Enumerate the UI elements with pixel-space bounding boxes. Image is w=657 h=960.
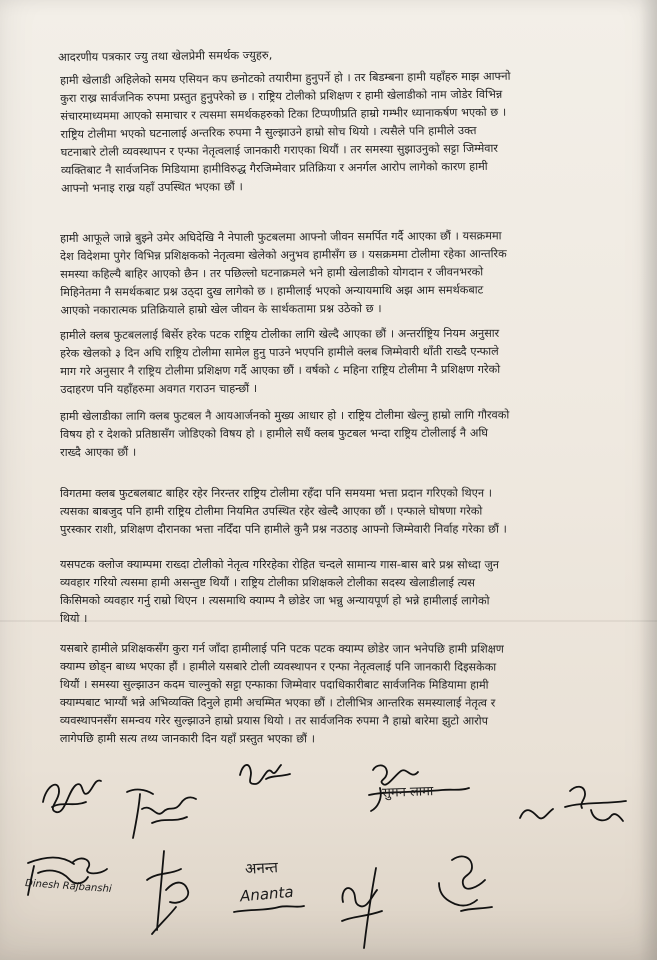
paragraph-line: हामी खेलाडीका लागि क्लब फुटबल नै आयआर्जनको मुख्य आधार हो । राष्ट्रिय टोलीमा खेल्नु हाम्रो लागि गौरवको: [60, 408, 510, 423]
paragraph-line: लागेपछि हामी सत्य तथ्य जानकारी दिन यहाँ प्रस्तुत भएका छौं ।: [59, 731, 315, 746]
paragraph-line: आएको नकारात्मक प्रतिक्रियाले हाम्रो खेल जीवन के सार्थकतामा प्रश्न उठेको छ ।: [60, 302, 382, 317]
signature-9: [329, 851, 397, 957]
paragraph-7: [60, 640, 608, 749]
paragraph-line: हरेक खेलको ३ दिन अघि राष्ट्रिय टोलीमा सामेल हुनु पाउने भएपनि हामीले क्लब जिम्मेवारी थाँती राख्दै एन्फाले: [60, 344, 499, 360]
signature-2: [122, 781, 204, 845]
signature-10: [424, 849, 504, 933]
paragraph-line: व्यक्तिबाट नै सार्वजनिक मिडियामा हामीविरुद्ध गैरजिम्मेवार प्रतिक्रिया र अनर्गल आरोप लागेको कारण हामी: [60, 159, 488, 177]
paragraph-line: हामी आफूले जान्ने बुझ्ने उमेर अघिदेखि नै नेपाली फुटबलमा आफ्नो जीवन समर्पित गर्दै आएका छौं । यसक्रममा: [60, 229, 502, 245]
paragraph-line: यसपटक क्लोज क्याम्पमा राख्दा टोलीको नेतृत्व गरिरहेका रोहित चन्दले सामान्य गास-बास बारे प्रश्न सोध्दा जुन: [59, 558, 500, 572]
paragraph-line: संचारमाध्यममा आएको समाचार र त्यसमा समर्थकहरुको टिका टिप्पणीप्रति हाम्रो गम्भीर ध्यानाकर्षण भएको छ ।: [60, 105, 507, 123]
paragraph-line: देश विदेशमा पुगेर विभिन्न प्रशिक्षकको नेतृत्वमा खेलेको अनुभव हामीसँग छ । यसक्रममा टोलीमा रहेका आन्तरिक: [60, 247, 507, 263]
signature-8-underline: [230, 900, 308, 920]
paragraph-line: क्याम्पबाट भाग्यौं भन्ने अभिव्यक्ति दिनुले हामी अचम्मित भएका छौं । टोलीभित्र आन्तरिक समस्यालाई नेतृत्व र: [59, 695, 496, 710]
signature-1: [38, 766, 110, 826]
paragraph-line: विषय हो र देशको प्रतिष्ठासँग जोडिएको विषय हो । हामीले सधैं क्लब फुटबल भन्दा राष्ट्रिय टोलीलाई नै अघि: [60, 426, 488, 441]
paragraph-line: राख्दै आएका छौं ।: [60, 445, 137, 459]
signature-name: सुमन लामा: [381, 784, 434, 801]
signature-name: Dinesh Rajbanshi: [24, 877, 112, 896]
paragraph-line: उदाहरण पनि यहाँहरुमा अवगत गराउन चाहन्छौं ।: [60, 382, 258, 396]
paragraph-line: मिहिनेतमा नै समर्थकबाट प्रश्न उठ्दा दुख लागेको छ । हामीलाई भएको अन्यायमाथि अझ आम समर्थकबाट: [60, 283, 484, 299]
signature-3: [235, 755, 299, 789]
paragraph-2: [60, 227, 609, 320]
paragraph-line: थियौं । समस्या सुल्झाउन कदम चाल्नुको सट्टा एन्फाका जिम्मेवार पदाधिकारीबाट सार्वजनिक मिडियामा हामी: [59, 677, 489, 692]
paragraph-line: समस्या कहिल्यै बाहिर आएको छैन । तर पछिल्लो घटनाक्रमले भने हामी खेलाडीको योगदान र जीवनभरको: [60, 265, 484, 281]
paragraph-line: हामी खेलाडी अहिलेको समय एसियन कप छनोटको तयारीमा हुनुपर्ने हो । तर बिडम्बना हामी यहाँहरु माझ आफ्नो: [60, 69, 511, 87]
signature-7: [138, 846, 202, 942]
paragraph-line: कुरा राख्र सार्वजनिक रुपमा प्रस्तुत हुनुपरेको छ । राष्ट्रिय टोलीको प्रशिक्षण र हामी खेलाडीको नाम जोडेर विभिन्न: [60, 87, 503, 105]
paragraph-line: माग गरे अनुसार नै राष्ट्रिय टोलीमा प्रशिक्षण गर्दै आएका छौं । वर्षको ८ महिना राष्ट्रिय टोलीमा नै प्रशिक्षण गरेको: [60, 362, 501, 378]
paragraph-3: [60, 324, 608, 399]
paragraph-line: किसिमको व्यवहार गर्नु राम्रो थिएन । त्यसमाथि क्याम्प नै छोडेर जा भन्नु अन्यायपूर्ण हो भन्ने हामीलाई लागेको: [59, 594, 490, 608]
paragraph-line: क्याम्प छोड्न बाध्य भएका हौं । हामीले यसबारे टोली व्यवस्थापन र एन्फा नेतृत्वलाई पनि जानकारी दिइसकेका: [59, 660, 497, 674]
paragraph-line: त्यसका बाबजुद पनि हामी राष्ट्रिय टोलीमा नियमित उपस्थित रहेर खेल्दै आएका छौं । एन्फाले घोषणा गरेको: [60, 504, 483, 518]
paragraph-line: थियो ।: [59, 612, 88, 626]
paragraph-line: हामीले क्लब फुटबललाई बिर्सेर हरेक पटक राष्ट्रिय टोलीका लागि खेल्दै आएका छौं । अन्तर्राष्ट्रिय नियम अनुसार: [60, 326, 500, 342]
paragraph-line: पुरस्कार राशी, प्रशिक्षण दौरानका भत्ता नदिँदा पनि हामीले कुनै प्रश्न नउठाइ आफ्नो जिम्मेवारी निर्वाह गरेका छौं ।: [60, 522, 507, 536]
paper-fold-line: [0, 620, 657, 622]
paragraph-6: [60, 556, 608, 628]
signature-area: [0, 755, 657, 960]
paragraph-line: व्यवहार गरियो त्यसमा हामी असन्तुष्ट थियौं । राष्ट्रिय टोलीका प्रशिक्षकले टोलीका सदस्य खेलाडीलाई त्यस: [59, 576, 475, 590]
paragraph-5: [60, 485, 608, 539]
paragraph-line: व्यवस्थापनसँग समन्वय गरेर सुल्झाउने हाम्रो प्रयास थियो । तर सार्वजनिक रुपमा नै हाम्रो बारेमा झुटो आरोप: [59, 713, 489, 728]
paragraph-line: यसबारे हामीले प्रशिक्षकसँग कुरा गर्न जाँदा हामीलाई पनि पटक पटक क्याम्प छोडेर जान भनेपछि हामी प्रशिक्षण: [59, 642, 504, 656]
paragraph-line: आफ्नो भनाइ राख्र यहाँ उपस्थित भएका छौं ।: [61, 180, 243, 195]
signature-name: Ananta: [239, 882, 295, 906]
signature-5: [512, 779, 638, 839]
paragraph-line: राष्ट्रिय टोलीमा भएको घटनालाई अन्तरिक रुपमा नै सुल्झाउने हाम्रो सोच थियो । त्यसैले पनि हामीले उक्त: [60, 124, 477, 141]
signature-name: अनन्त: [244, 858, 279, 878]
paragraph-line: विगतमा क्लब फुटबलबाट बाहिर रहेर निरन्तर राष्ट्रिय टोलीमा रहँदा पनि समयमा भत्ता प्रदान गरिएको थिएन ।: [60, 486, 493, 500]
salutation: आदरणीय पत्रकार ज्यु तथा खेलप्रेमी समर्थक ज्युहरु,: [58, 47, 273, 64]
paragraph-line: घटनाबारे टोली व्यवस्थापन र एन्फा नेतृत्वलाई जानकारी गराएका थियौं । तर समस्या सुझाउनुको सट्टा जिम्मेवार: [60, 141, 499, 159]
paragraph-1: [60, 67, 609, 198]
paragraph-4: [60, 406, 608, 462]
